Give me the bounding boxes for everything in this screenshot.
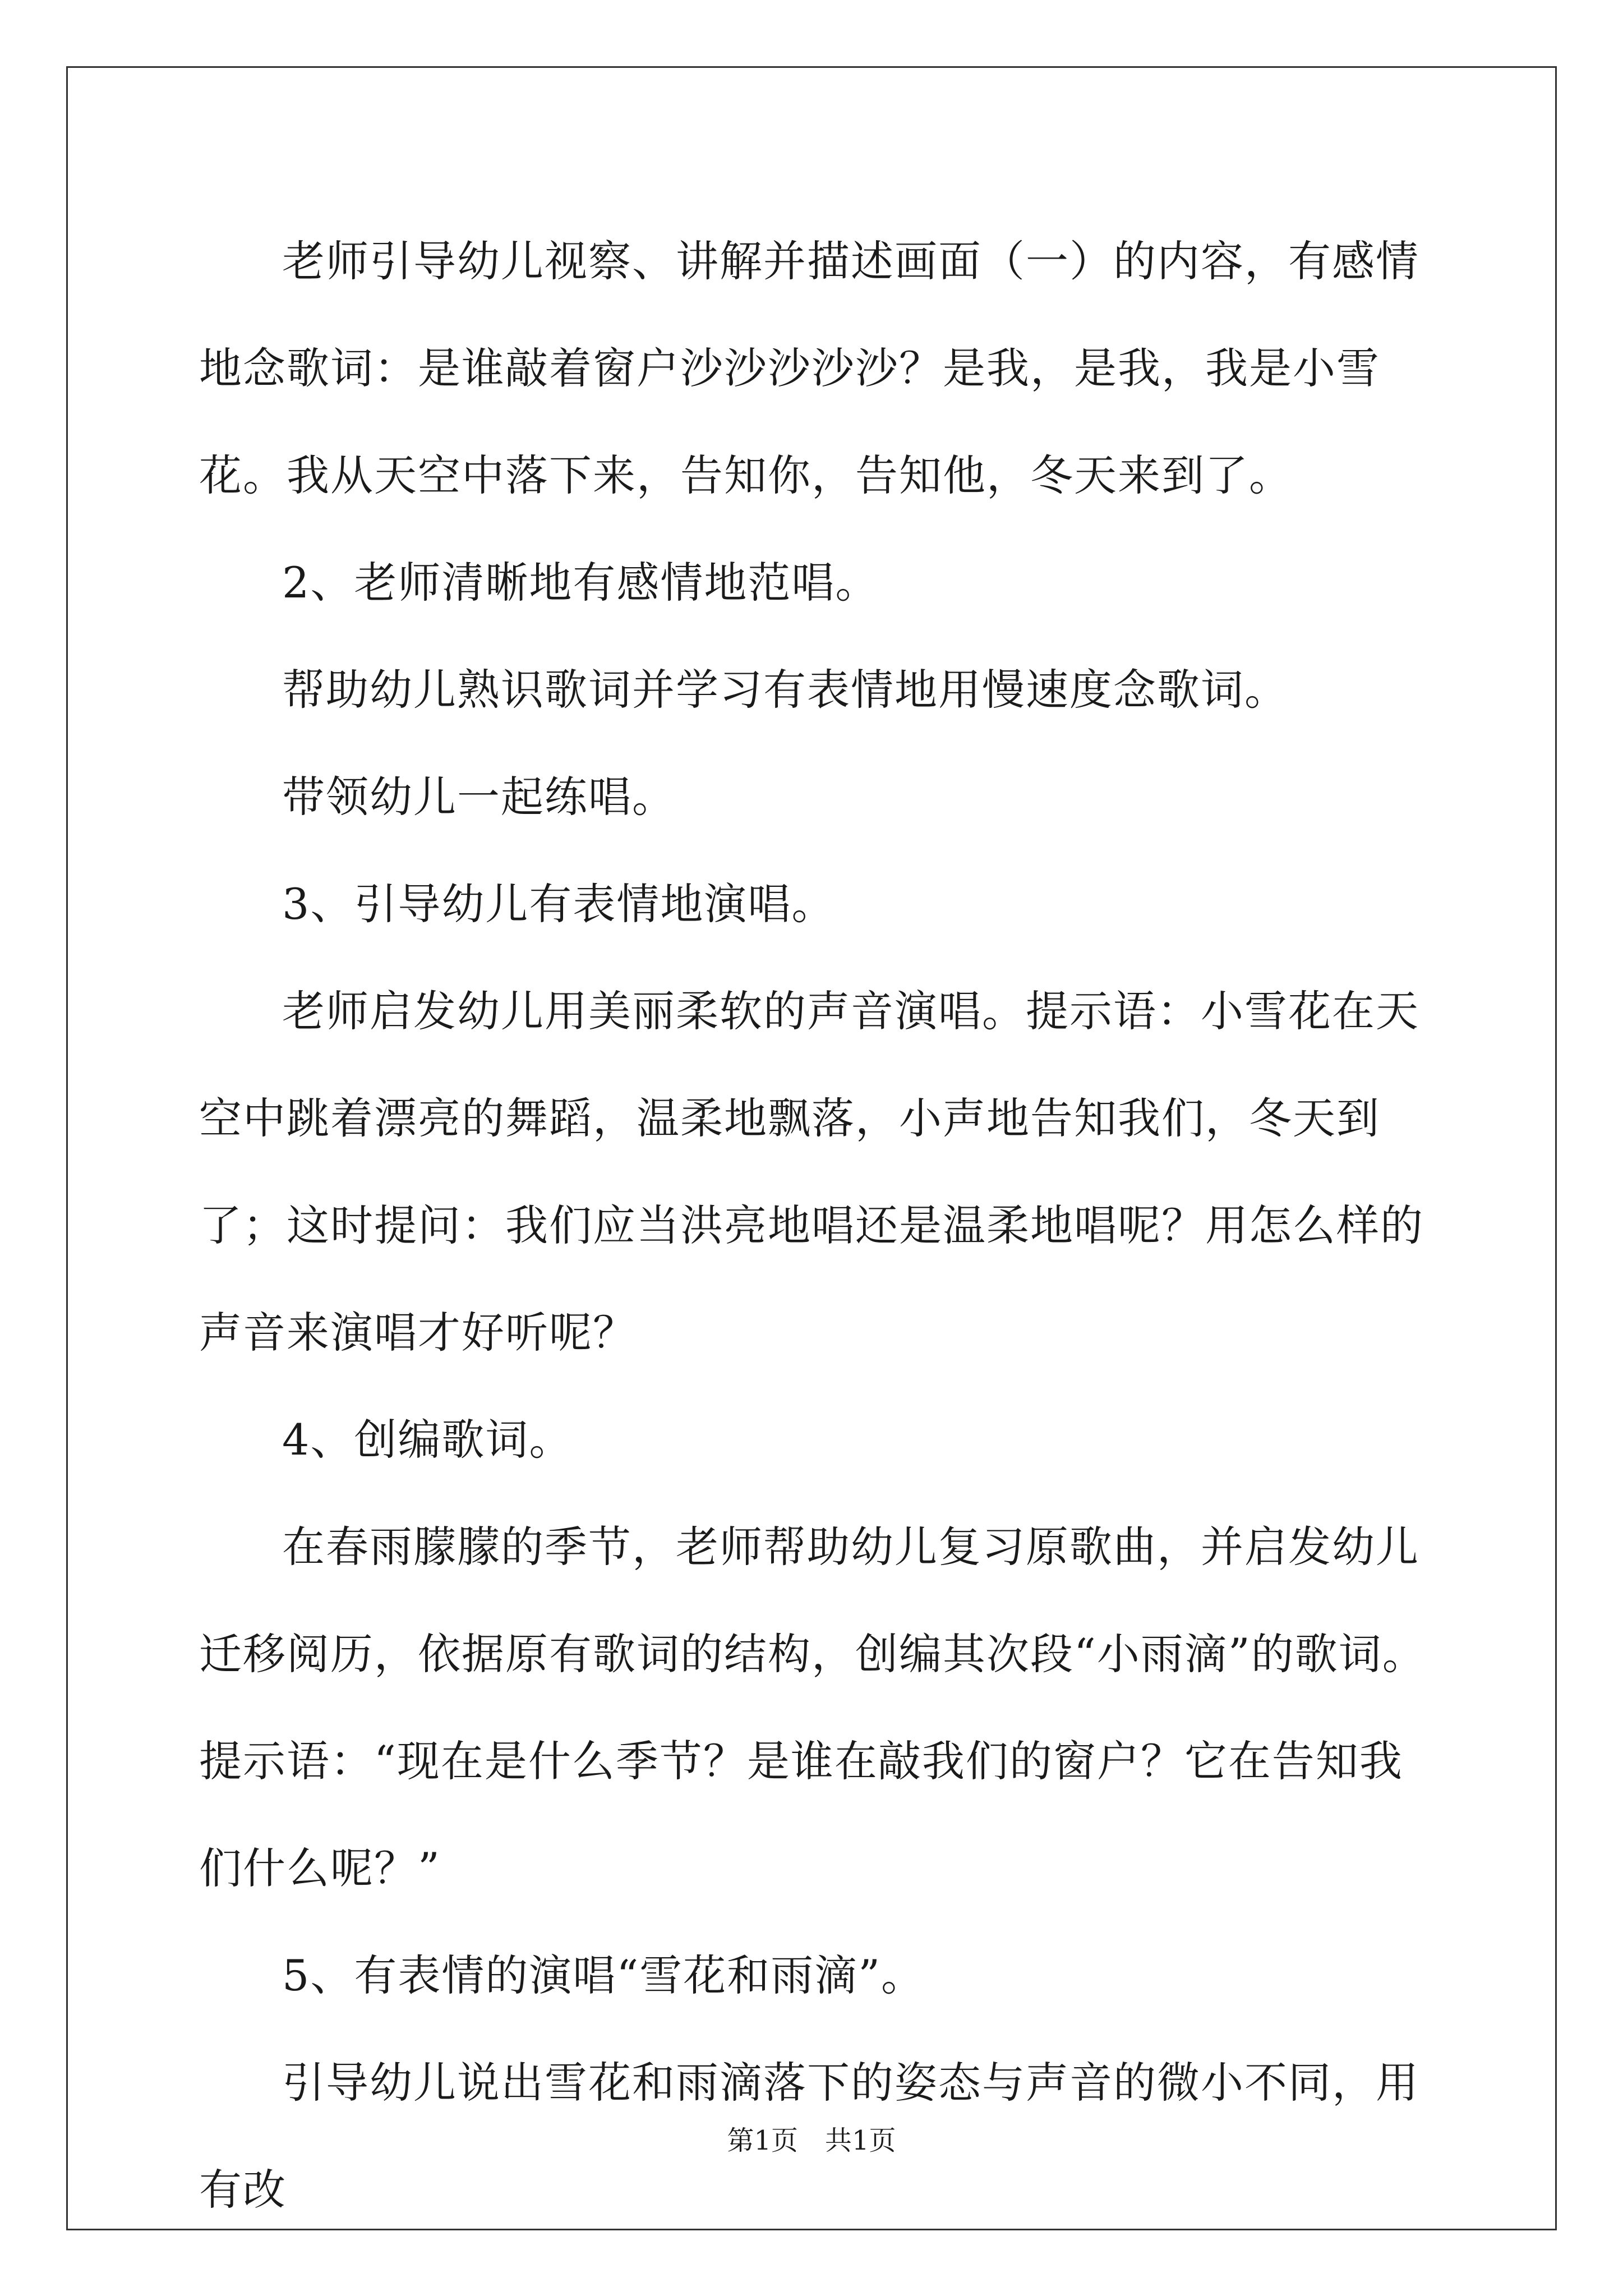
page-number-total: 共1页 (825, 2125, 896, 2156)
paragraph: 3、引导幼儿有表情地演唱。 (282, 879, 836, 929)
document-body (199, 208, 1433, 2243)
paragraph: 带领幼儿一起练唱。 (282, 772, 676, 822)
paragraph: 引导幼儿说出雪花和雨滴落下的姿态与声音的微小不同，用有改 (199, 2058, 1419, 2215)
paragraph: 老师引导幼儿视察、讲解并描述画面（一）的内容，有感情地念歌词：是谁敲着窗户沙沙沙沙沙？是我，是我，我是小雪花。我从天空中落下来，告知你，告知他，冬天来到了。 (199, 236, 1419, 500)
paragraph: 5、有表情的演唱“雪花和雨滴”。 (282, 1950, 925, 2000)
paragraph: 老师启发幼儿用美丽柔软的声音演唱。提示语：小雪花在天空中跳着漂亮的舞蹈，温柔地飘落，小声地告知我们，冬天到了；这时提问：我们应当洪亮地唱还是温柔地唱呢？用怎么样的声音来演唱才好听呢？ (199, 986, 1424, 1358)
paragraph: 帮助幼儿熟识歌词并学习有表情地用慢速度念歌词。 (282, 665, 1288, 715)
paragraph: 在春雨朦朦的季节，老师帮助幼儿复习原歌曲，并启发幼儿迁移阅历，依据原有歌词的结构，创编其次段“小雨滴”的歌词。提示语：“现在是什么季节？是谁在敲我们的窗户？它在告知我们什么呢？” (199, 1522, 1426, 1893)
page-footer (0, 2124, 1623, 2157)
page-number-current: 第1页 (727, 2125, 798, 2156)
paragraph: 4、创编歌词。 (282, 1415, 573, 1465)
paragraph: 2、老师清晰地有感情地范唱。 (282, 558, 879, 608)
